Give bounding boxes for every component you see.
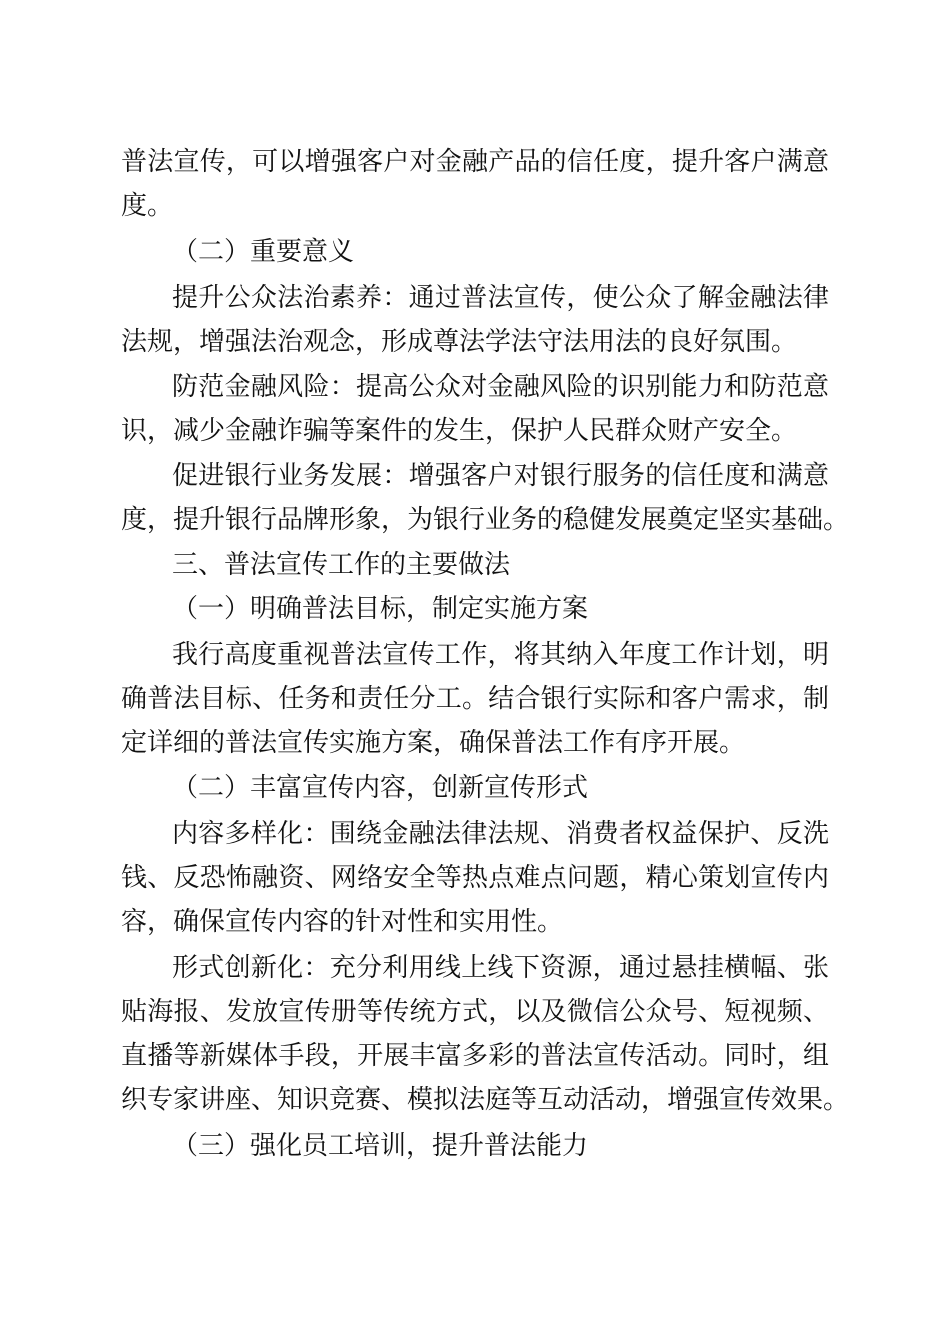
paragraph-line: 确普法目标、任务和责任分工。结合银行实际和客户需求，制 <box>121 684 829 714</box>
paragraph-line: 识，减少金融诈骗等案件的发生，保护人民群众财产安全。 <box>121 416 798 446</box>
paragraph-line: 普法宣传，可以增强客户对金融产品的信任度，提升客户满意 <box>121 147 829 177</box>
paragraph-line: 提升公众法治素养：通过普法宣传，使公众了解金融法律 <box>172 283 829 313</box>
paragraph-line: 内容多样化：围绕金融法律法规、消费者权益保护、反洗 <box>172 819 829 849</box>
paragraph-line: 直播等新媒体手段，开展丰富多彩的普法宣传活动。同时，组 <box>121 1041 829 1071</box>
paragraph-line: 度。 <box>121 191 174 221</box>
subsection-heading-content-forms: （二）丰富宣传内容，创新宣传形式 <box>172 773 589 803</box>
paragraph-line: 容，确保宣传内容的针对性和实用性。 <box>121 907 564 937</box>
paragraph-line: 定详细的普法宣传实施方案，确保普法工作有序开展。 <box>121 728 746 758</box>
paragraph-line: 我行高度重视普法宣传工作，将其纳入年度工作计划，明 <box>172 640 829 670</box>
paragraph-line: 钱、反恐怖融资、网络安全等热点难点问题，精心策划宣传内 <box>121 863 829 893</box>
paragraph-line: 贴海报、发放宣传册等传统方式，以及微信公众号、短视频、 <box>121 997 829 1027</box>
paragraph-line: 法规，增强法治观念，形成尊法学法守法用法的良好氛围。 <box>121 327 798 357</box>
subsection-heading-staff-training: （三）强化员工培训，提升普法能力 <box>172 1131 589 1161</box>
paragraph-line: 防范金融风险：提高公众对金融风险的识别能力和防范意 <box>172 372 829 402</box>
subsection-heading-importance: （二）重要意义 <box>172 237 355 267</box>
paragraph-line: 促进银行业务发展：增强客户对银行服务的信任度和满意 <box>172 461 829 491</box>
section-heading-main-practices: 三、普法宣传工作的主要做法 <box>172 550 511 580</box>
paragraph-line: 度，提升银行品牌形象，为银行业务的稳健发展奠定坚实基础。 <box>121 505 850 535</box>
paragraph-line: 织专家讲座、知识竞赛、模拟法庭等互动活动，增强宣传效果。 <box>121 1085 850 1115</box>
paragraph-line: 形式创新化：充分利用线上线下资源，通过悬挂横幅、张 <box>172 953 829 983</box>
subsection-heading-goals: （一）明确普法目标，制定实施方案 <box>172 594 589 624</box>
